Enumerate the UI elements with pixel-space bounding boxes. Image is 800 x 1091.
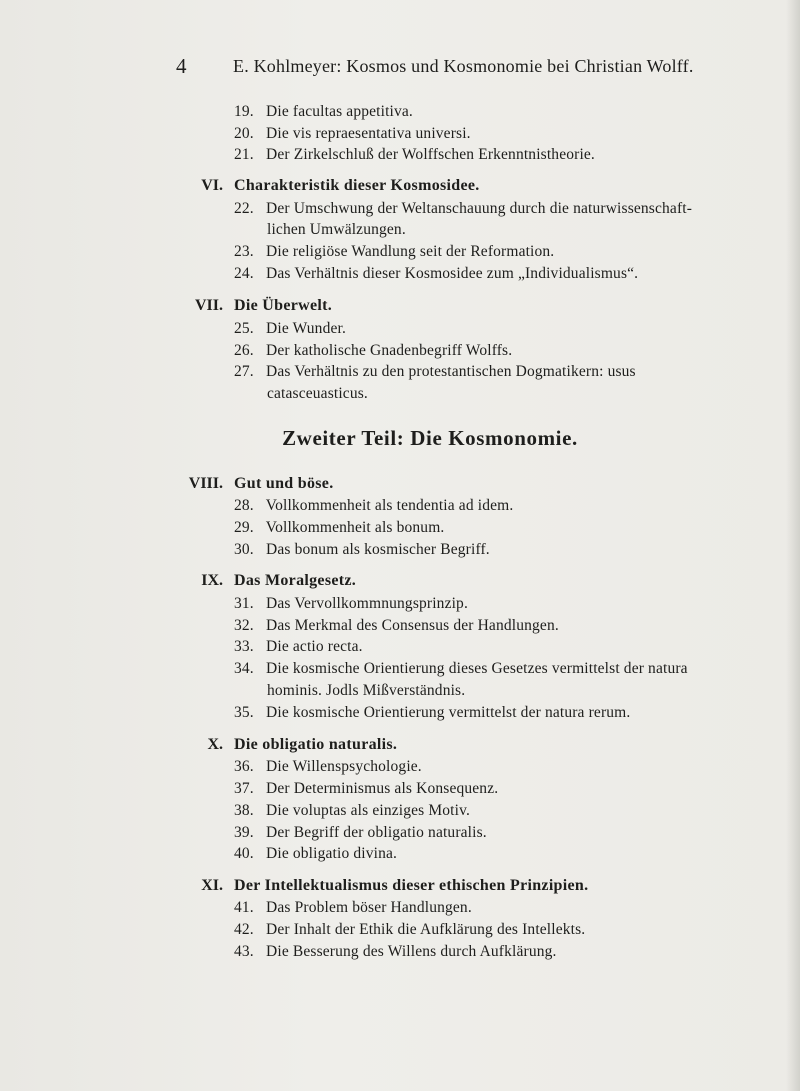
toc-item: 31. Das Vervollkommnungsprinzip. <box>234 595 468 612</box>
section-title: Charakteristik dieser Kosmosidee. <box>234 177 480 194</box>
toc-item: 32. Das Merkmal des Consensus der Handlungen. <box>234 617 559 634</box>
toc-item: 27. Das Verhältnis zu den protestantischen Dogmatikern: usus <box>234 363 636 380</box>
toc-item: 26. Der katholische Gnadenbegriff Wolffs. <box>234 342 513 359</box>
toc-item: 33. Die actio recta. <box>234 638 363 655</box>
toc-item: 42. Der Inhalt der Ethik die Aufklärung des Intellekts. <box>234 921 586 938</box>
section-number: IX. <box>201 572 223 589</box>
page-number: 4 <box>176 54 187 78</box>
section-number: VIII. <box>188 475 223 492</box>
toc-item: 29. Vollkommenheit als bonum. <box>234 519 445 536</box>
section-number: X. <box>207 736 223 753</box>
page-edge-shadow <box>786 0 800 1091</box>
section-title: Das Moralgesetz. <box>234 572 357 589</box>
running-title: E. Kohlmeyer: Kosmos und Kosmonomie bei Christian Wolff. <box>233 56 694 76</box>
toc-item: 38. Die voluptas als einziges Motiv. <box>234 802 470 819</box>
toc-item: 20. Die vis repraesentativa universi. <box>234 125 471 142</box>
section-number: VII. <box>194 297 223 314</box>
toc-item: 36. Die Willenspsychologie. <box>234 758 422 775</box>
toc-item: 21. Der Zirkelschluß der Wolffschen Erkenntnistheorie. <box>234 146 595 163</box>
section-title: Die Überwelt. <box>234 297 333 314</box>
toc-item: 35. Die kosmische Orientierung vermittelst der natura rerum. <box>234 704 631 721</box>
part-heading: Zweiter Teil: Die Kosmonomie. <box>282 426 578 450</box>
toc-item: 34. Die kosmische Orientierung dieses Gesetzes vermittelst der natura <box>234 660 688 677</box>
toc-item: 25. Die Wunder. <box>234 320 346 337</box>
section-number: VI. <box>201 177 223 194</box>
toc-item: 30. Das bonum als kosmischer Begriff. <box>234 541 490 558</box>
toc-item: 43. Die Besserung des Willens durch Aufklärung. <box>234 943 557 960</box>
toc-item: 39. Der Begriff der obligatio naturalis. <box>234 824 487 841</box>
toc-item: 41. Das Problem böser Handlungen. <box>234 899 472 916</box>
section-title: Der Intellektualismus dieser ethischen Prinzipien. <box>234 877 589 894</box>
section-title: Die obligatio naturalis. <box>234 736 398 753</box>
toc-item: 24. Das Verhältnis dieser Kosmosidee zum „Individualismus“. <box>234 265 639 282</box>
toc-item-continuation: catasceuasticus. <box>267 385 368 402</box>
running-head <box>0 54 800 84</box>
toc-item: 28. Vollkommenheit als tendentia ad idem. <box>234 497 514 514</box>
section-number: XI. <box>201 877 223 894</box>
section-title: Gut und böse. <box>234 475 334 492</box>
toc-item-continuation: hominis. Jodls Mißverständnis. <box>267 682 466 699</box>
toc-item: 40. Die obligatio divina. <box>234 845 398 862</box>
toc-item: 22. Der Umschwung der Weltanschauung durch die naturwissenschaft- <box>234 200 693 217</box>
toc-item: 37. Der Determinismus als Konsequenz. <box>234 780 499 797</box>
toc-item-continuation: lichen Umwälzungen. <box>267 221 406 238</box>
toc-item: 19. Die facultas appetitiva. <box>234 103 413 120</box>
toc-item: 23. Die religiöse Wandlung seit der Reformation. <box>234 243 555 260</box>
